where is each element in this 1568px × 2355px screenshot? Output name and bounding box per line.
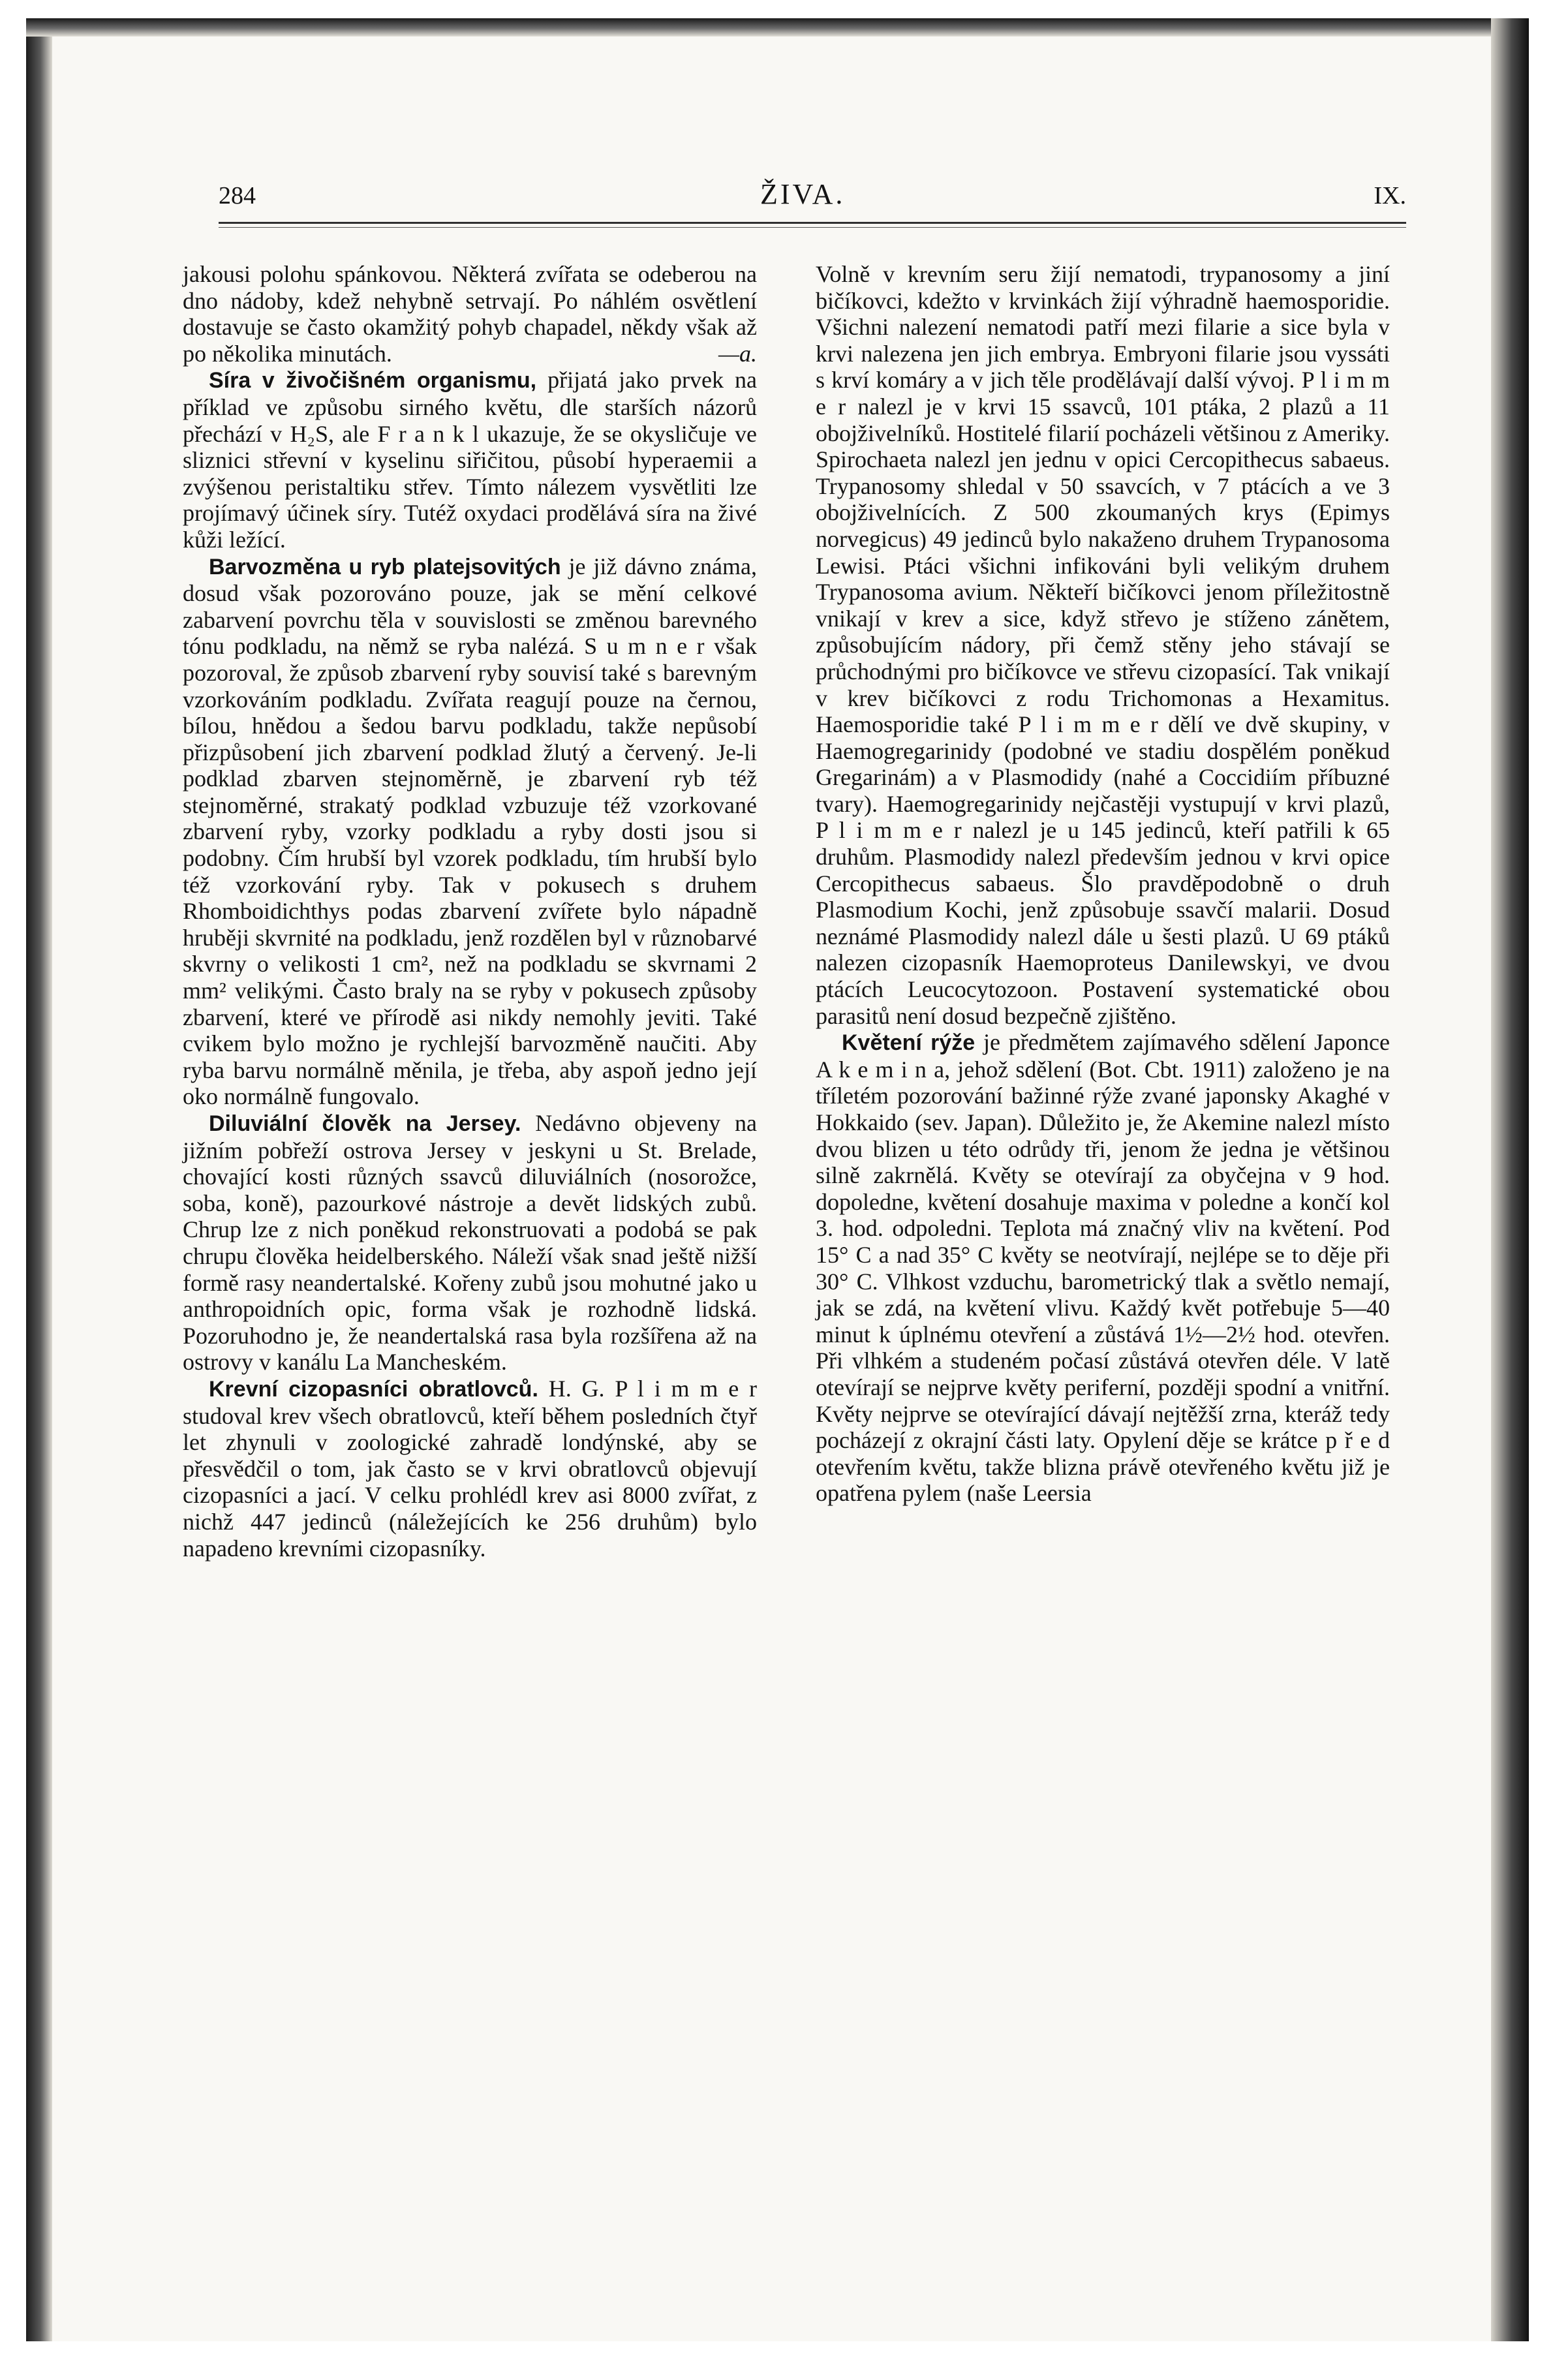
- paragraph-text: H. G. P l i m m e r studoval krev všech obratlovců, kteří během posledních čtyř let zhynuli v zoologické zahradě londýnské, aby se přesvědčil o tom, jak často se v krvi obratlovců objevují cizopasníci a jací. V celku prohlédl krev asi 8000 zvířat, z nichž 447 jedinců (náležejících ke 256 druhům) bylo napadeno krevními cizopasníky.: [183, 1375, 758, 1562]
- journal-title: ŽIVA.: [760, 178, 846, 210]
- paragraph: [816, 261, 1390, 1029]
- paragraph: [183, 367, 757, 553]
- paragraph-text: je již dávno známa, dosud však pozorováno pouze, jak se mění celkové zabarvení povrchu těla v souvislosti se změnou barevného tónu podkladu, na němž se ryba nalézá. S u m n e r však pozoroval, že způsob zbarvení ryby souvisí také s barevným vzorkováním podkladu. Zvířata reagují pouze na černou, bílou, hnědou a šedou barvu podkladu, takže nepůsobí přizpůsobení jich zbarvení podklad žlutý a červený. Je-li podklad zbarven stejnoměrně, je zbarvení ryb též stejnoměrné, strakatý podklad vzbuzuje též vzorkované zbarvení ryby, vzorky podkladu a ryby dosti jsou si podobny. Čím hrubší byl vzorek podkladu, tím hrubší bylo též vzorkování ryby. Tak v pokusech s druhem Rhomboidichthys podas zbarvení zvířete bylo nápadně hruběji skvrnité na podkladu, jenž rozdělen byl v různobarvé skvrny o velikosti 1 cm², než na podkladu se skvrnami 2 mm² velikými. Často braly na se ryby v pokusech způsoby zbarvení, které ve přírodě asi nikdy nemohly jeviti. Také cvikem bylo možno je rychlejší barvozměně naučiti. Aby ryba barvu normálně měnila, je třeba, aby aspoň jedno její oko normálně fungovalo.: [183, 553, 757, 1110]
- paragraph: [816, 1029, 1390, 1507]
- paragraph-text: Volně v krevním seru žijí nematodi, trypanosomy a jiní bičíkovci, kdežto v krvinkách žijí výhradně haemosporidie. Všichni nalezení nematodi patří mezi filarie a sice byla v krvi nalezena jen jich embrya. Embryoni filarie jsou vyssáti s krví komáry a v jich těle prodělávají další vývoj. P l i m m e r nalezl je v krvi 15 ssavců, 101 ptáka, 2 plazů a 11 obojživelníků. Hostitelé filarií pocházeli většinou z Ameriky. Spirochaeta nalezl jen jednu v opici Cercopithecus sabaeus. Trypanosomy shledal v 50 ssavcích, v 7 ptácích a ve 3 obojživelnících. Z 500 zkoumaných krys (Epimys norvegicus) 49 jedinců bylo nakaženo druhem Trypanosoma Lewisi. Ptáci všichni infikováni byli velikým druhem Trypanosoma avium. Někteří bičíkovci jenom příležitostně vnikají v krev a sice, když střevo je stíženo zánětem, způsobujícím nádory, při čemž stěny jeho stávají se průchodnými pro bičíkovce ve střevu cizopasící. Tak vnikají v krev bičíkovci z rodu Trichomonas a Hexamitus. Haemosporidie také P l i m m e r dělí ve dvě skupiny, v Haemogregarinidy (podobné ve stadiu dospělém poněkud Gregarinám) a v Plasmodidy (nahé a Coccidiím příbuzné tvary). Haemogregarinidy nejčastěji vystupují v krvi plazů, P l i m m e r nalezl je u 145 jedinců, kteří patřili k 65 druhům. Plasmodidy nalezl především jednou v krvi opice Cercopithecus sabaeus. Šlo pravděpodobně o druh Plasmodium Kochi, jenž způsobuje ssavčí malarii. Dosud neznámé Plasmodidy nalezl dále u šesti plazů. U 69 ptáků nalezen cizopasník Haemoproteus Danilewskyi, ve dvou ptácích Leucocytozoon. Postavení systematické obou parasitů není dosud bezpečně zjištěno.: [816, 261, 1390, 1029]
- page-number: 284: [219, 182, 256, 209]
- author-signature: —a.: [718, 340, 757, 367]
- header-rule: [219, 222, 1406, 224]
- section-heading: Síra v živočišném organismu,: [209, 368, 537, 393]
- section-heading: Diluviální člověk na Jersey.: [209, 1111, 521, 1136]
- paragraph-text: jakousi polohu spánkovou. Některá zvířata se odeberou na dno nádoby, kdež nehybně setrvají. Po náhlém osvětlení dostavuje se často okamžitý pohyb chapadel, někdy však až po několika minutách.: [183, 261, 757, 367]
- paragraph: [183, 1110, 757, 1376]
- running-header: [219, 175, 1406, 214]
- paragraph-text: je předmětem zajímavého sdělení Japonce A k e m i n a, jehož sdělení (Bot. Cbt. 1911) založeno je na tříletém pozorování bažinné rýže zvané japonsky Akaghé v Hokkaido (sev. Japan). Důležito je, že Akemine nalezl místo dvou blizen u této odrůdy tři, jenom že jedna je většinou silně zakrnělá. Květy se otevírají za obyčejna v 9 hod. dopoledne, květení dosahuje maxima v poledne a končí kol 3. hod. odpoledni. Teplota má značný vliv na květení. Pod 15° C a nad 35° C květy se neotvírají, nejlépe se to děje při 30° C. Vlhkost vzduchu, barometrický tlak a světlo nemají, jak se zdá, na květení vlivu. Každý květ potřebuje 5—40 minut k úplnému otevření a zůstává 1½—2½ hod. otevřen. Při vlhkém a studeném počasí zůstává otevřen déle. V latě otevírají se nejprve květy periferní, později spodní a vnitřní. Květy nejprve se otevírající dávají nejtěžší zrna, kteráž tedy pocházejí z okrajní části laty. Opylení děje se krátce p ř e d otevřením květu, takže blizna právě otevřeného květu již je opatřena pylem (naše Leersia: [816, 1029, 1390, 1507]
- right-column: [816, 261, 1390, 1507]
- volume-number: IX.: [1374, 182, 1406, 209]
- scan-edge-top: [26, 18, 1529, 37]
- section-heading: Krevní cizopasníci obratlovců.: [209, 1376, 538, 1402]
- header-rule-thin: [219, 227, 1406, 228]
- paragraph: [183, 1376, 757, 1562]
- paragraph-text: přijatá jako prvek na příklad ve způsobu sirného květu, dle starších názorů přechází v H₂S, ale F r a n k l ukazuje, že se okysličuje ve sliznici střevní v kyselinu siřičitou, působí hyperaemii a zvýšenou peristaltiku střev. Tímto nálezem vysvětliti lze projímavý účinek síry. Tutéž oxydaci prodělává síra na živé kůži ležící.: [183, 367, 757, 553]
- paragraph: [183, 261, 757, 367]
- left-column: [183, 261, 757, 1562]
- section-heading: Barvozměna u ryb platejsovitých: [209, 554, 561, 579]
- paragraph-text: Nedávno objeveny na jižním pobřeží ostrova Jersey v jeskyni u St. Brelade, chovající kosti různých ssavců diluviálních (nosorožce, soba, koně), pazourkové nástroje a devět lidských zubů. Chrup lze z nich poněkud rekonstruovati a podobá se pak chrupu člověka heidelberského. Náleží však snad ještě nižší formě rasy neandertalské. Kořeny zubů jsou mohutné jako u anthropoidních opic, forma však je rozhodně lidská. Pozoruhodno je, že neandertalská rasa byla rozšířena až na ostrovy v kanálu La Mancheském.: [183, 1110, 757, 1376]
- scan-edge-right: [1491, 18, 1529, 2341]
- paragraph: [183, 553, 757, 1110]
- scan-edge-left: [26, 18, 52, 2341]
- section-heading: Květení rýže: [842, 1030, 976, 1056]
